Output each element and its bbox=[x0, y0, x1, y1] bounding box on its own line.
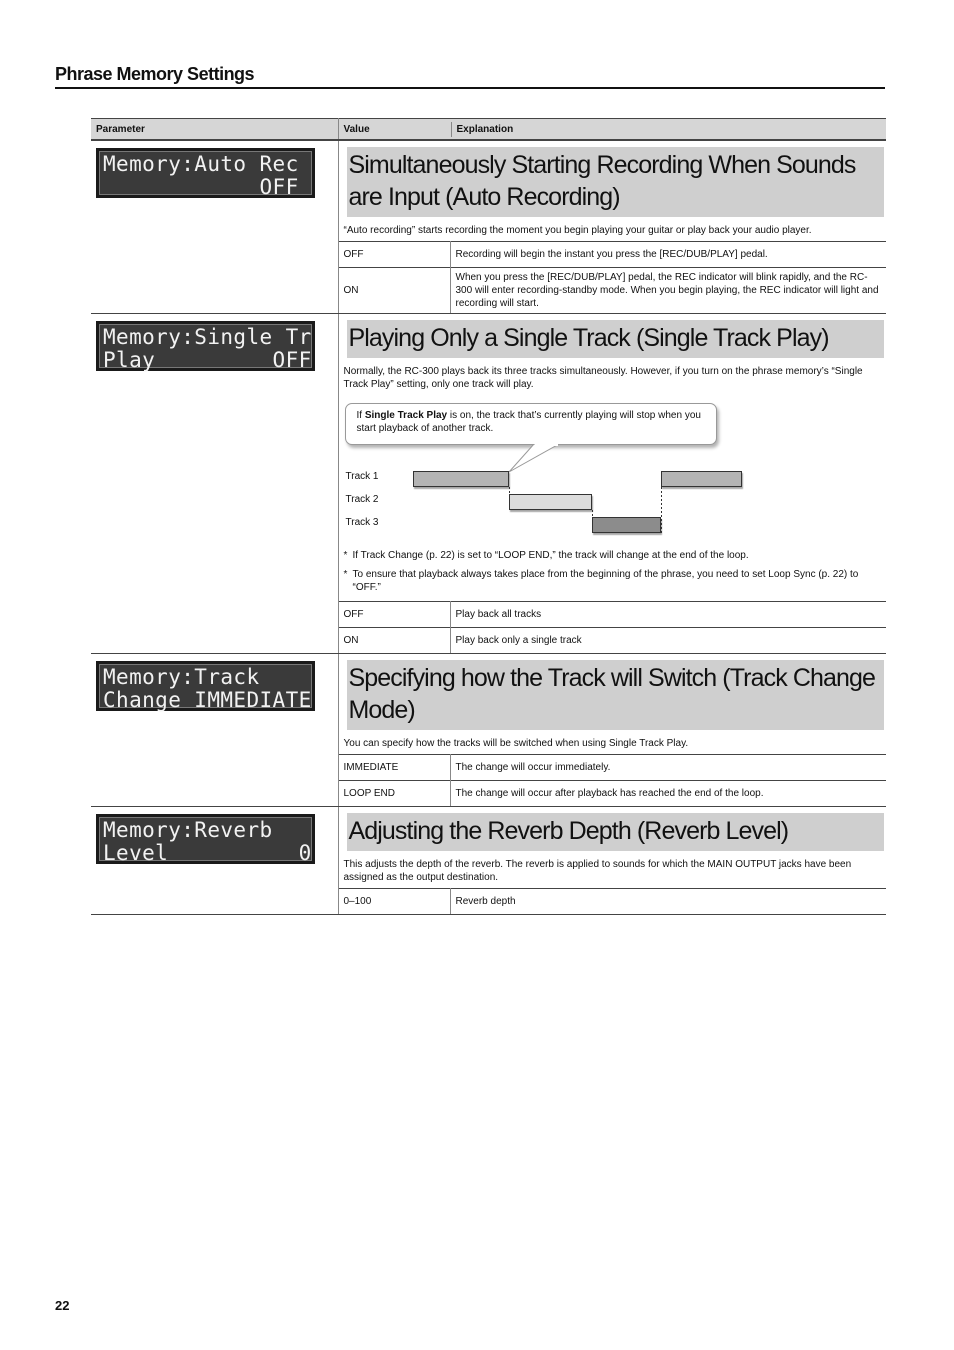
note-marker: * bbox=[343, 550, 348, 561]
explanation-cell: The change will occur immediately. bbox=[450, 755, 886, 781]
track-label-3: Track 3 bbox=[345, 517, 379, 528]
header-value: Value bbox=[339, 122, 452, 137]
param-description: You can specify how the tracks will be switched when using Single Track Play. bbox=[343, 738, 689, 749]
param-heading: Simultaneously Starting Recording When Sounds are Input (Auto Recording) bbox=[347, 147, 885, 217]
detail-cell bbox=[338, 314, 886, 654]
note-text: If Track Change (p. 22) is set to “LOOP END,” the track will change at the end of the loop. bbox=[352, 550, 749, 561]
explanation-cell: Reverb depth bbox=[450, 889, 886, 915]
track-switch-markers bbox=[339, 401, 739, 551]
section-title: Phrase Memory Settings bbox=[55, 64, 885, 89]
param-heading: Specifying how the Track will Switch (Track Change Mode) bbox=[347, 660, 885, 730]
param-heading: Playing Only a Single Track (Single Track Play) bbox=[347, 320, 885, 358]
param-cell bbox=[91, 314, 338, 654]
param-cell bbox=[91, 140, 338, 314]
lcd-display bbox=[96, 321, 315, 371]
explanation-cell: When you press the [REC/DUB/PLAY] pedal, the REC indicator will blink rapidly, and the RC-300 will enter recording-standby mode. When you begin playing, the REC indicator will light and recording will start. bbox=[450, 268, 886, 314]
detail-cell bbox=[338, 140, 886, 314]
lcd-display bbox=[96, 148, 315, 198]
lcd-line-1: Memory:Single Tr bbox=[103, 325, 312, 349]
param-cell bbox=[91, 807, 338, 915]
param-heading: Adjusting the Reverb Depth (Reverb Level) bbox=[347, 813, 885, 851]
callout-text-post: is on, the track that’s currently playing will stop when you start playback of another track. bbox=[356, 410, 701, 434]
track-label-1: Track 1 bbox=[345, 471, 379, 482]
header-parameter: Parameter bbox=[91, 119, 338, 141]
value-cell: IMMEDIATE bbox=[339, 755, 451, 781]
note-item bbox=[339, 568, 887, 594]
param-cell bbox=[91, 654, 338, 807]
value-cell: 0–100 bbox=[339, 889, 451, 915]
note-marker: * bbox=[343, 569, 348, 580]
lcd-line-2: OFF bbox=[103, 175, 299, 199]
parameter-table bbox=[91, 118, 886, 915]
value-row bbox=[339, 889, 887, 915]
note-text: To ensure that playback always takes place from the beginning of the phrase, you need to set Loop Sync (p. 22) to “OFF.” bbox=[352, 569, 859, 593]
value-cell: ON bbox=[339, 268, 451, 314]
lcd-line-2: Level 0 bbox=[103, 841, 312, 865]
page-number: 22 bbox=[55, 1298, 70, 1313]
value-cell: OFF bbox=[339, 242, 451, 268]
lcd-line-1: Memory:Track bbox=[103, 665, 260, 689]
param-row-reverb-level bbox=[91, 807, 886, 915]
header-value-explanation bbox=[338, 119, 886, 141]
value-row bbox=[339, 242, 887, 268]
explanation-cell: Play back all tracks bbox=[450, 602, 886, 628]
explanation-cell: Play back only a single track bbox=[450, 628, 886, 654]
lcd-line-1: Memory:Auto Rec bbox=[103, 152, 299, 176]
explanation-cell: Recording will begin the instant you press the [REC/DUB/PLAY] pedal. bbox=[450, 242, 886, 268]
lcd-line-2: Play OFF bbox=[103, 348, 312, 372]
value-row bbox=[339, 628, 887, 654]
explanation-cell: The change will occur after playback has reached the end of the loop. bbox=[450, 781, 886, 807]
track-label-2: Track 2 bbox=[345, 494, 379, 505]
lcd-line-1: Memory:Reverb bbox=[103, 818, 273, 842]
value-row bbox=[339, 602, 887, 628]
lcd-line-2: Change IMMEDIATE bbox=[103, 688, 312, 712]
value-row bbox=[339, 781, 887, 807]
value-cell: OFF bbox=[339, 602, 451, 628]
callout-bold: Single Track Play bbox=[364, 410, 448, 421]
value-cell: LOOP END bbox=[339, 781, 451, 807]
param-row-single-track bbox=[91, 314, 886, 654]
param-description: Normally, the RC-300 plays back its three tracks simultaneously. However, if you turn on the phrase memory’s “Single Track Play” setting, only one track will play. bbox=[343, 366, 863, 390]
lcd-display bbox=[96, 814, 315, 864]
track-diagram bbox=[339, 401, 887, 551]
values-table bbox=[339, 754, 887, 806]
param-row-auto-rec bbox=[91, 140, 886, 314]
value-row bbox=[339, 755, 887, 781]
callout-text-pre: If bbox=[356, 410, 365, 421]
values-table bbox=[339, 241, 887, 313]
detail-cell bbox=[338, 654, 886, 807]
param-description: This adjusts the depth of the reverb. The reverb is applied to sounds for which the MAIN OUTPUT jacks have been assigned as the output destination. bbox=[343, 859, 852, 883]
value-cell: ON bbox=[339, 628, 451, 654]
header-explanation: Explanation bbox=[456, 123, 514, 135]
detail-cell bbox=[338, 807, 886, 915]
param-description: “Auto recording” starts recording the moment you begin playing your guitar or play back your audio player. bbox=[343, 225, 812, 236]
value-row bbox=[339, 268, 887, 314]
values-table bbox=[339, 601, 887, 653]
param-row-track-change bbox=[91, 654, 886, 807]
lcd-display bbox=[96, 661, 315, 711]
values-table bbox=[339, 888, 887, 914]
